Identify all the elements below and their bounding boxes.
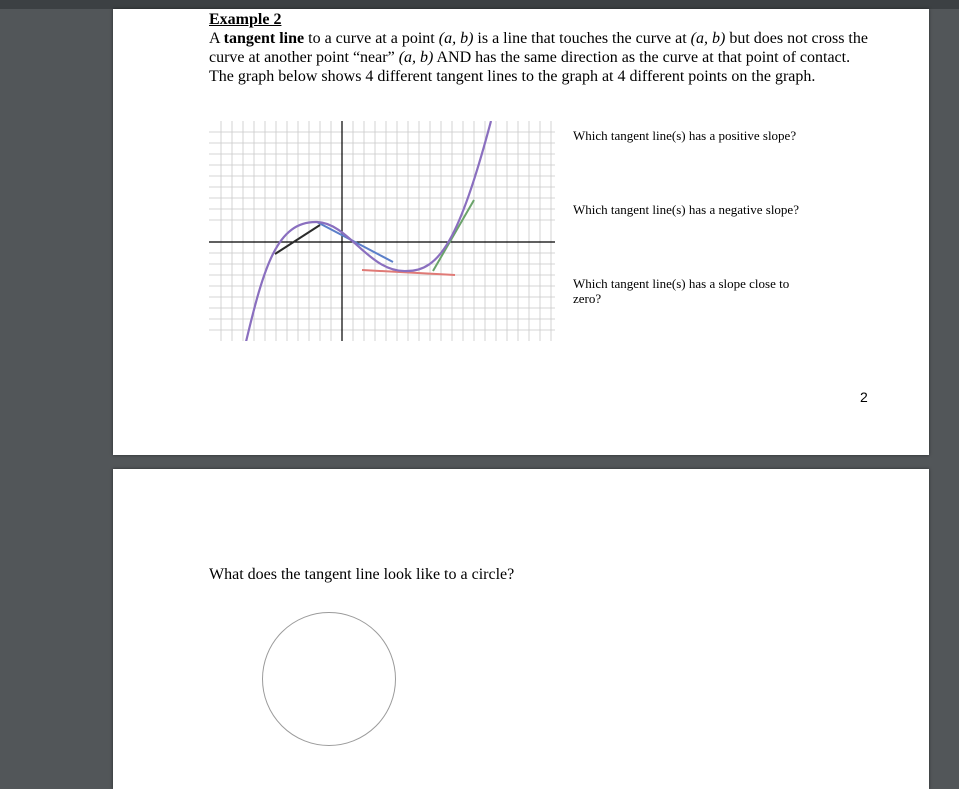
page-number: 2 xyxy=(860,389,868,405)
document-page-2 xyxy=(113,469,929,789)
graph-grid xyxy=(209,121,555,341)
tangent-lines-graph xyxy=(209,121,555,341)
document-page-1 xyxy=(113,9,929,455)
tangent-line-green xyxy=(433,200,474,271)
tangent-line-term: tangent line xyxy=(223,30,305,47)
circle-drawing xyxy=(262,612,396,746)
viewer-top-bar xyxy=(0,0,959,9)
question-positive-slope: Which tangent line(s) has a positive slope? xyxy=(573,128,797,143)
circle-question: What does the tangent line look like to a circle? xyxy=(209,566,515,583)
question-zero-slope: Which tangent line(s) has a slope close to zero? xyxy=(573,276,790,306)
example-intro-text: A tangent line to a curve at a point (a, b) is a line that touches the curve at (a, b) but does not cross the curve at another point “near” (a, b) AND has the same direction as the curve at that point of contact. The graph below shows 4 different tangent lines to the graph at 4 different points on the graph. xyxy=(209,30,868,85)
example-title: Example 2 xyxy=(209,11,282,28)
question-negative-slope: Which tangent line(s) has a negative slope? xyxy=(573,202,799,217)
